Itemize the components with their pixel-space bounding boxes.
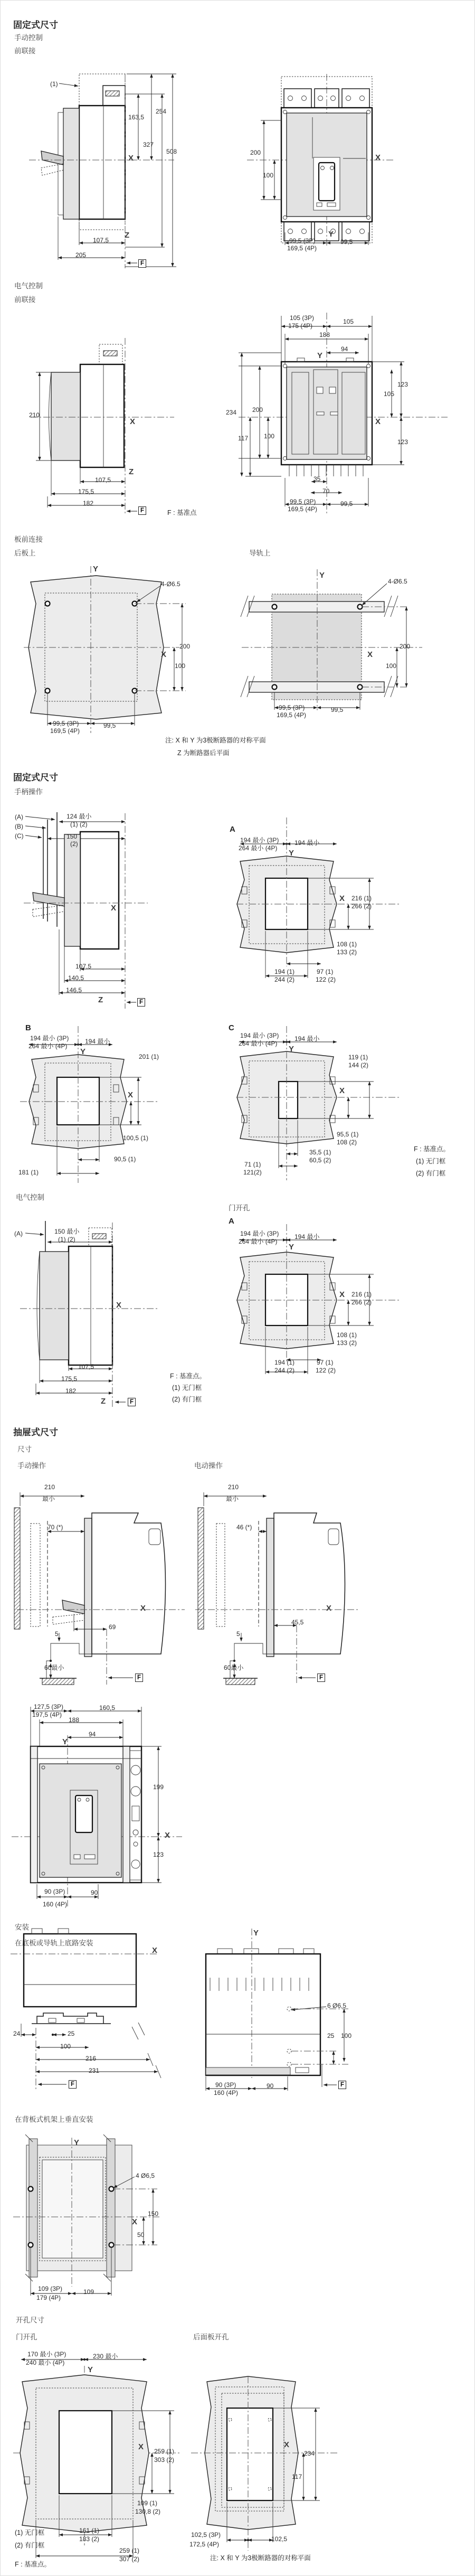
dim-label: 150 <box>66 833 78 840</box>
dim-label: 105 <box>343 318 354 325</box>
dim-label: 200 <box>250 149 261 156</box>
subtitle-electric-operation: 电动操作 <box>194 1462 223 1470</box>
dim-label: 71 (1) <box>244 1161 261 1168</box>
dim-label: 210 <box>228 1483 239 1491</box>
dim-label: 194 最小 (3P) <box>30 1035 69 1042</box>
axis-label: X <box>130 417 136 426</box>
dim-label: 169,5 (4P) <box>288 505 318 513</box>
dim-label: 183 (2) <box>79 2535 100 2543</box>
dim-label: 160 (4P) <box>43 1901 68 1908</box>
dim-label: 160 (4P) <box>214 2089 239 2096</box>
subtitle-vertical-mounting: 在背板式机架上垂直安装 <box>15 2116 93 2123</box>
dim-label: 254 <box>156 108 167 115</box>
dim-label: 94 <box>341 345 348 353</box>
dim-label: 205 <box>75 251 87 259</box>
dim-label: 109 (1) <box>137 2499 158 2507</box>
cutout-letter-a2: A <box>229 1217 234 1226</box>
dim-label: (A) <box>14 1230 23 1237</box>
subtitle-din-rail: 导轨上 <box>249 549 271 557</box>
dim-label: 163,5 <box>128 114 145 121</box>
dim-label: (1) (2) <box>58 1236 75 1243</box>
dim-label: 25 <box>327 2032 335 2039</box>
dim-label: 100 <box>264 433 275 440</box>
dim-label: 179 (4P) <box>36 2294 61 2301</box>
subtitle-baseplate-rail-mounting: 在底板或导轨上底路安装 <box>15 1939 93 1947</box>
axis-label: X <box>161 650 167 659</box>
axis-label: X <box>140 1604 146 1613</box>
legend-with-doorframe-3: (2) 有门框 <box>15 2542 45 2549</box>
dim-label: 169,5 (4P) <box>277 711 307 719</box>
dim-label: 121(2) <box>243 1169 262 1176</box>
dim-label: 234 <box>304 2450 315 2457</box>
note-symmetry-bottom: 注: X 和 Y 为3极断路器的对称平面 <box>210 2554 311 2562</box>
dim-label: 160,5 <box>99 1704 116 1712</box>
dim-label: 99,5 <box>103 722 116 729</box>
axis-label: Z <box>98 995 103 1004</box>
dim-label: 194 最小 <box>294 839 320 847</box>
axis-label: Y <box>319 571 325 580</box>
dim-label: 99,5 <box>340 500 353 507</box>
dim-label: 216 (1) <box>352 1291 372 1298</box>
dim-label: 108 (1) <box>337 941 357 948</box>
cutout-letter: B <box>25 1023 31 1032</box>
dim-label: (1) <box>50 80 58 88</box>
dim-label: 60最小 <box>44 1664 64 1671</box>
dim-label: 266 (2) <box>352 902 372 910</box>
dim-label: 216 (1) <box>352 895 372 902</box>
dim-label: 259 (1) <box>119 2547 140 2554</box>
fig-drawout-front <box>8 1701 187 1913</box>
dim-label: 123 <box>397 438 408 446</box>
legend-no-doorframe-3: (1) 无门框 <box>15 2529 45 2536</box>
dim-label: 230 最小 <box>93 2353 118 2360</box>
axis-label: Y <box>93 565 99 574</box>
dim-label: 最小 <box>42 1495 55 1502</box>
subtitle-electrical-control-2: 电气控制 <box>16 1193 44 1201</box>
dim-label: 最小 <box>226 1495 239 1502</box>
axis-label: Y <box>80 1047 86 1056</box>
legend-with-doorframe: (2) 有门框 <box>416 1170 446 1177</box>
axis-label: X <box>375 417 381 426</box>
dim-label: 90 (3P) <box>215 2081 236 2089</box>
dim-label: 90 <box>267 2082 274 2090</box>
dim-label: (C) <box>15 832 24 840</box>
dim-label: 60最小 <box>224 1664 244 1671</box>
dim-label: 5 <box>55 1630 59 1638</box>
dim-label: 90,5 (1) <box>114 1155 136 1163</box>
dim-label: 259 (1) <box>154 2448 175 2455</box>
dim-label: 144 (2) <box>348 1061 369 1069</box>
fig-fixed-manual-front <box>240 71 414 261</box>
legend-datum: F : 基准点 <box>167 509 197 516</box>
axis-label: Y <box>253 1929 259 1938</box>
fig-drawout-manual-side <box>11 1481 201 1693</box>
dim-label: 100 <box>341 2032 352 2039</box>
dim-label: 99,5 (3P) <box>290 498 316 505</box>
fig-drawout-electric-side <box>190 1481 364 1693</box>
axis-label: X <box>326 1604 332 1613</box>
section-title-drawout: 抽屉式尺寸 <box>13 1427 58 1437</box>
dim-label: 169,5 (4P) <box>287 245 317 252</box>
dim-label: 100 <box>60 2043 71 2050</box>
dim-label: 200 <box>179 643 191 650</box>
dim-label: 35,5 (1) <box>309 1149 331 1156</box>
dim-label: 130,8 (2) <box>135 2508 161 2515</box>
dim-label: 234 <box>226 409 237 416</box>
dim-label: 327 <box>143 141 154 148</box>
dim-label: 107,5 <box>95 476 111 484</box>
axis-label: X <box>138 2442 144 2451</box>
dim-label: 194 最小 (3P) <box>240 836 279 844</box>
dim-label: 127,5 (3P) <box>34 1703 64 1710</box>
dim-label: 264 最小 (4P) <box>239 844 278 852</box>
subtitle-dimensions: 尺寸 <box>17 1445 32 1453</box>
axis-label: Z <box>101 1397 106 1406</box>
axis-label: Y <box>289 1243 294 1252</box>
datum-box: F <box>137 998 145 1007</box>
dim-label: 108 (1) <box>337 1331 357 1339</box>
axis-label: X <box>339 1290 345 1299</box>
dim-label: 181 (1) <box>18 1169 39 1176</box>
dim-label: 99,5 <box>331 706 344 713</box>
subtitle-rear-plate: 后板上 <box>14 549 36 557</box>
subtitle-manual-control: 手动控制 <box>14 34 43 42</box>
dim-label: (2) <box>70 840 78 848</box>
axis-label: X <box>111 904 117 913</box>
axis-label: X <box>132 2217 138 2226</box>
dim-label: 108 (2) <box>337 1139 357 1146</box>
dim-label: (A) <box>15 813 23 821</box>
dim-label: 201 (1) <box>139 1053 159 1060</box>
subtitle-handle-operation: 手柄操作 <box>14 788 43 796</box>
axis-label: X <box>128 154 134 163</box>
dim-label: 107,5 <box>78 1363 94 1370</box>
dim-label: 102,5 <box>271 2535 288 2543</box>
dim-label: 307 (2) <box>119 2555 140 2563</box>
dim-label: 109 (3P) <box>38 2285 63 2292</box>
dim-label: 122 (2) <box>316 976 336 983</box>
subtitle-front-connection-2: 前联接 <box>14 296 36 304</box>
dim-label: 99,5 (3P) <box>53 720 79 727</box>
dim-label: 122 (2) <box>316 1367 336 1374</box>
dim-label: 100,5 (1) <box>123 1134 149 1142</box>
axis-label: X <box>284 2440 290 2449</box>
dim-label: 69 <box>109 1623 116 1631</box>
dim-label: 117 <box>238 435 249 442</box>
axis-label: Y <box>317 351 323 360</box>
axis-label: Y <box>328 230 334 239</box>
dim-label: 5 <box>236 1630 240 1638</box>
fig-door-cutout-a <box>232 1220 454 1394</box>
fig-elec-side <box>11 333 211 518</box>
dim-label: 97 (1) <box>317 1359 334 1366</box>
dim-label: 90 <box>91 1889 98 1896</box>
dim-label: 100 <box>175 662 186 670</box>
dim-label: 264 最小 (4P) <box>28 1042 68 1050</box>
datum-box: F <box>338 2081 346 2089</box>
axis-label: Y <box>62 1737 68 1746</box>
axis-label: Y <box>88 2365 93 2374</box>
datum-box: F <box>317 1674 325 1682</box>
subtitle-installation: 安装 <box>15 1923 29 1931</box>
dim-label: 107,5 <box>93 237 109 244</box>
dim-label: 303 (2) <box>154 2456 175 2464</box>
dim-label: 97 (1) <box>317 968 334 975</box>
dim-label: 200 <box>252 406 263 413</box>
subtitle-electrical-control: 电气控制 <box>14 282 43 290</box>
dim-label: 140,5 <box>68 974 84 982</box>
axis-label: X <box>339 1086 345 1095</box>
dim-label: 216 <box>86 2055 97 2062</box>
dim-label: 244 (2) <box>274 1367 295 1374</box>
section-title-fixed-2: 固定式尺寸 <box>13 773 58 783</box>
datum-box: F <box>69 2080 77 2089</box>
axis-label: X <box>128 1090 134 1099</box>
dim-label: (B) <box>15 823 23 830</box>
dim-label: 4 Ø6,5 <box>136 2172 155 2179</box>
dim-label: 35 <box>314 475 321 483</box>
dim-label: 264 最小 (4P) <box>239 1238 278 1245</box>
dim-label: 188 <box>69 1716 80 1724</box>
dim-label: 102,5 (3P) <box>191 2531 221 2539</box>
axis-label: Y <box>289 849 294 858</box>
dim-label: 197,5 (4P) <box>32 1711 62 1718</box>
fig-elec-handle-side <box>11 1217 169 1413</box>
dim-label: 194 最小 (3P) <box>240 1032 279 1039</box>
subtitle-plate-connection: 板前连接 <box>14 535 43 543</box>
fig-dinrail-mount-rear <box>190 1926 364 2101</box>
dim-label: 99,5 <box>340 238 353 246</box>
legend-no-doorframe: (1) 无门框 <box>416 1158 446 1165</box>
fig-handle-side <box>11 809 164 1010</box>
dim-label: 45,5 <box>291 1619 304 1626</box>
dim-label: 194 最小 <box>294 1035 320 1042</box>
dim-label: 169,5 (4P) <box>50 727 80 735</box>
dim-label: 50 <box>137 2231 145 2239</box>
dim-label: 146,5 <box>66 986 82 994</box>
dim-label: 99,5 (3P) <box>279 704 305 711</box>
axis-label: Y <box>74 2138 80 2147</box>
dim-label: 150 最小 <box>54 1228 80 1235</box>
dim-label: 188 <box>319 331 330 339</box>
dim-label: 200 <box>400 643 411 650</box>
dim-label: 182 <box>65 1387 77 1395</box>
dim-label: 199 <box>153 1783 164 1791</box>
dim-label: 133 (2) <box>337 948 357 956</box>
subtitle-door-cutout-2: 门开孔 <box>16 2333 37 2341</box>
note-rear-plane: Z 为断路器后平面 <box>177 749 230 757</box>
dim-label: 266 (2) <box>352 1299 372 1306</box>
dim-label: 105 <box>384 390 395 398</box>
dim-label: 60,5 (2) <box>309 1157 331 1164</box>
datum-box: F <box>128 1398 136 1406</box>
dim-label: 24 <box>13 2030 21 2037</box>
datum-box: F <box>138 506 146 515</box>
dim-label: 175 (4P) <box>288 322 313 330</box>
section-title-fixed: 固定式尺寸 <box>13 20 58 30</box>
axis-label: Y <box>289 1045 294 1054</box>
dim-label: 119 (1) <box>348 1054 368 1061</box>
cutout-letter: A <box>230 825 235 834</box>
axis-label: X <box>375 153 381 162</box>
dim-label: 244 (2) <box>274 976 295 983</box>
note-symmetry: 注: X 和 Y 为3极断路器的对称平面 <box>165 737 266 744</box>
axis-label: Z <box>125 231 130 240</box>
dim-label: 25 <box>68 2030 75 2037</box>
dim-label: 231 <box>89 2067 100 2074</box>
dim-label: 175,5 <box>61 1375 78 1383</box>
dim-label: 170 最小 (3P) <box>27 2351 66 2358</box>
subtitle-cutout-dimensions: 开孔尺寸 <box>16 2316 44 2324</box>
dim-label: 70 <box>322 487 330 495</box>
dim-label: 194 (1) <box>274 968 295 975</box>
legend-datum-2: F : 基准点。 <box>414 1145 450 1153</box>
axis-label: X <box>152 1946 158 1955</box>
datum-box: F <box>138 259 146 268</box>
dim-label: 161 (1) <box>79 2527 100 2534</box>
dim-label: 109 <box>83 2288 94 2296</box>
axis-label: X <box>339 894 345 903</box>
datum-box: F <box>135 1674 143 1682</box>
fig-elec-front <box>232 309 454 520</box>
dim-label: 95,5 (1) <box>337 1131 359 1138</box>
dim-label: 123 <box>153 1851 164 1858</box>
legend-with-doorframe-2: (2) 有门框 <box>172 1396 202 1403</box>
dim-label: 100 <box>263 172 274 179</box>
dim-label: 117 <box>292 2473 302 2480</box>
dim-label: 107,5 <box>75 963 92 970</box>
dim-label: 94 <box>89 1731 96 1738</box>
legend-datum-4: F : 基准点。 <box>15 2561 51 2568</box>
dim-label: 240 最小 (4P) <box>26 2359 65 2366</box>
dim-label: 46 (*) <box>236 1524 252 1531</box>
dim-label: 6 Ø6,5 <box>327 2002 347 2009</box>
axis-label: X <box>367 650 373 659</box>
dim-label: 194 (1) <box>274 1359 295 1366</box>
dim-label: (1) (2) <box>70 821 88 828</box>
dim-label: 99,5 (3P) <box>289 237 316 245</box>
axis-label: X <box>116 1301 122 1310</box>
dim-label: 194 最小 <box>294 1233 320 1240</box>
dim-label: 264 最小 (4P) <box>239 1040 278 1047</box>
fig-vertical-mount <box>8 2136 177 2305</box>
fig-baseplate-mount-side <box>8 1926 166 2095</box>
dim-label: 508 <box>166 148 177 155</box>
legend-datum-3: F : 基准点。 <box>170 1372 206 1380</box>
dim-label: 123 <box>397 381 408 388</box>
axis-label: Z <box>129 467 134 476</box>
dim-label: 194 最小 (3P) <box>240 1230 279 1237</box>
dim-label: 210 <box>29 411 40 419</box>
dim-label: 210 <box>44 1483 55 1491</box>
subtitle-rear-panel-cutout: 后面板开孔 <box>193 2333 229 2341</box>
dim-label: 150 <box>148 2210 159 2217</box>
dim-label: 90 (3P) <box>44 1888 65 1895</box>
dim-label: 133 (2) <box>337 1339 357 1347</box>
subtitle-front-connection: 前联接 <box>14 47 36 55</box>
dim-label: 70 (*) <box>48 1524 63 1531</box>
subtitle-door-cutout: 门开孔 <box>229 1204 250 1212</box>
subtitle-manual-operation: 手动操作 <box>17 1462 46 1470</box>
cutout-letter: C <box>229 1023 234 1032</box>
dim-label: 100 <box>386 662 397 670</box>
legend-no-doorframe-2: (1) 无门框 <box>172 1384 202 1392</box>
dim-label: 4-Ø6.5 <box>388 578 407 585</box>
dim-label: 172,5 (4P) <box>189 2541 220 2548</box>
dim-label: 182 <box>83 500 94 507</box>
dim-label: 175,5 <box>78 488 94 495</box>
dim-label: 105 (3P) <box>290 314 315 322</box>
dim-label: 4-Ø6.5 <box>161 580 180 588</box>
dim-label: 194 最小 <box>85 1038 110 1045</box>
dim-label: 124 最小 <box>66 813 92 820</box>
axis-label: X <box>165 1831 170 1840</box>
